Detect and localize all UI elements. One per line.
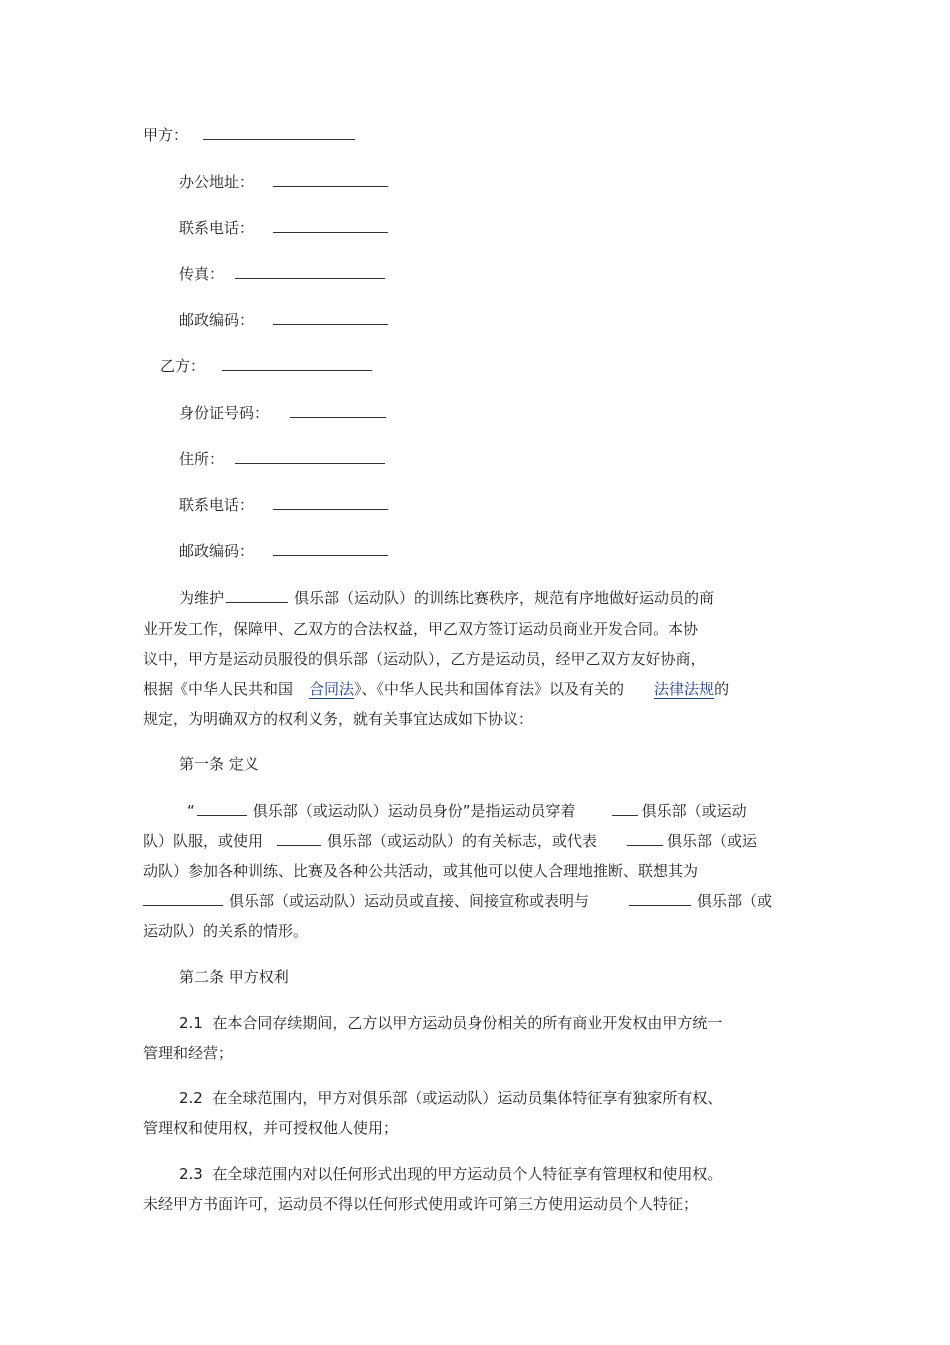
fax-blank[interactable] xyxy=(235,264,385,279)
article-1-line-5: 运动队）的关系的情形。 xyxy=(143,922,309,940)
article-1-line-3: 动队）参加各种训练、比赛及各种公共活动，或其他可以使人合理地推断、联想其为 xyxy=(143,862,699,880)
party-b-phone-row xyxy=(179,495,388,515)
party-b-residence-row xyxy=(179,449,385,469)
text: 》、《中华人民共和国体育法》以及有关的 xyxy=(354,680,625,698)
party-a-blank[interactable] xyxy=(203,125,355,140)
text: 俱乐部（或运 xyxy=(667,832,758,850)
field-label: 邮政编码： xyxy=(179,311,255,329)
text: 在全球范围内对以任何形式出现的甲方运动员个人特征享有管理权和使用权。 xyxy=(212,1165,723,1183)
text: 俱乐部（或 xyxy=(697,892,773,910)
party-b-postcode-row xyxy=(179,541,388,561)
party-a-postcode-row xyxy=(179,310,388,330)
contract-law-link[interactable]: 合同法 xyxy=(309,680,355,698)
text: 在全球范围内，甲方对俱乐部（或运动队）运动员集体特征享有独家所有权、 xyxy=(212,1089,723,1107)
party-a-row xyxy=(143,125,355,145)
club-blank[interactable] xyxy=(612,801,638,816)
party-b-blank[interactable] xyxy=(222,356,372,371)
clause-number: 2.1 xyxy=(179,1014,203,1032)
field-label: 身份证号码： xyxy=(179,404,270,422)
field-label: 邮政编码： xyxy=(179,542,255,560)
article-1-heading: 第一条 定义 xyxy=(179,755,259,773)
text: 俱乐部（运动队）的训练比赛秩序，规范有序地做好运动员的商 xyxy=(294,589,715,607)
party-b-label: 乙方： xyxy=(160,357,206,375)
residence-blank[interactable] xyxy=(235,449,385,464)
party-a-phone-row xyxy=(179,218,388,238)
clause-number: 2.2 xyxy=(179,1089,203,1107)
party-b-row xyxy=(160,356,372,376)
text: 俱乐部（或运动队）运动员身份”是指运动员穿着 xyxy=(252,802,576,820)
club-blank[interactable] xyxy=(197,801,247,816)
party-a-fax-row xyxy=(179,264,385,284)
preamble-line-2: 业开发工作，保障甲、乙双方的合法权益，甲乙双方签订运动员商业开发合同。本协 xyxy=(143,620,699,638)
preamble-line-4 xyxy=(143,679,729,699)
field-label: 联系电话： xyxy=(179,219,255,237)
id-number-blank[interactable] xyxy=(290,403,386,418)
clause-2-3-line-1 xyxy=(179,1164,722,1184)
clause-2-2-line-2: 管理权和使用权，并可授权他人使用； xyxy=(143,1119,399,1137)
field-label: 传真： xyxy=(179,265,225,283)
club-blank[interactable] xyxy=(277,831,321,846)
preamble-line-1 xyxy=(179,588,714,608)
phone-blank[interactable] xyxy=(273,218,388,233)
clause-2-1-line-2: 管理和经营； xyxy=(143,1044,234,1062)
club-blank[interactable] xyxy=(627,831,663,846)
club-name-blank[interactable] xyxy=(226,588,288,603)
text: 的 xyxy=(714,680,730,698)
article-1-line-1 xyxy=(187,801,747,821)
party-a-address-row xyxy=(179,172,388,192)
text: 根据《中华人民共和国 xyxy=(143,680,294,698)
phone-blank[interactable] xyxy=(273,495,388,510)
postcode-blank[interactable] xyxy=(273,310,388,325)
text: 在本合同存续期间，乙方以甲方运动员身份相关的所有商业开发权由甲方统一 xyxy=(212,1014,723,1032)
text: “ xyxy=(187,802,195,820)
preamble-line-5: 规定，为明确双方的权利义务，就有关事宜达成如下协议： xyxy=(143,710,534,728)
article-2-heading: 第二条 甲方权利 xyxy=(179,968,289,986)
clause-number: 2.3 xyxy=(179,1165,203,1183)
club-blank[interactable] xyxy=(143,891,223,906)
text: 俱乐部（或运动队）运动员或直接、间接宣称或表明与 xyxy=(229,892,590,910)
article-1-line-4 xyxy=(143,891,772,911)
party-a-label: 甲方： xyxy=(143,126,189,144)
postcode-blank[interactable] xyxy=(273,541,388,556)
field-label: 联系电话： xyxy=(179,496,255,514)
field-label: 办公地址： xyxy=(179,173,255,191)
text: 队）队服，或使用 xyxy=(143,832,264,850)
text: 为维护 xyxy=(179,589,225,607)
laws-regulations-link[interactable]: 法律法规 xyxy=(654,680,715,698)
text: 俱乐部（或运动 xyxy=(641,802,747,820)
field-label: 住所： xyxy=(179,450,225,468)
clause-2-3-line-2: 未经甲方书面许可，运动员不得以任何形式使用或许可第三方使用运动员个人特征； xyxy=(143,1195,699,1213)
clause-2-1-line-1 xyxy=(179,1013,722,1033)
article-1-line-2 xyxy=(143,831,757,851)
address-blank[interactable] xyxy=(273,172,388,187)
preamble-line-3: 议中，甲方是运动员服役的俱乐部（运动队），乙方是运动员，经甲乙双方友好协商， xyxy=(143,650,706,668)
party-b-id-row xyxy=(179,403,386,423)
club-blank[interactable] xyxy=(629,891,691,906)
text: 俱乐部（或运动队）的有关标志，或代表 xyxy=(327,832,598,850)
clause-2-2-line-1 xyxy=(179,1088,722,1108)
